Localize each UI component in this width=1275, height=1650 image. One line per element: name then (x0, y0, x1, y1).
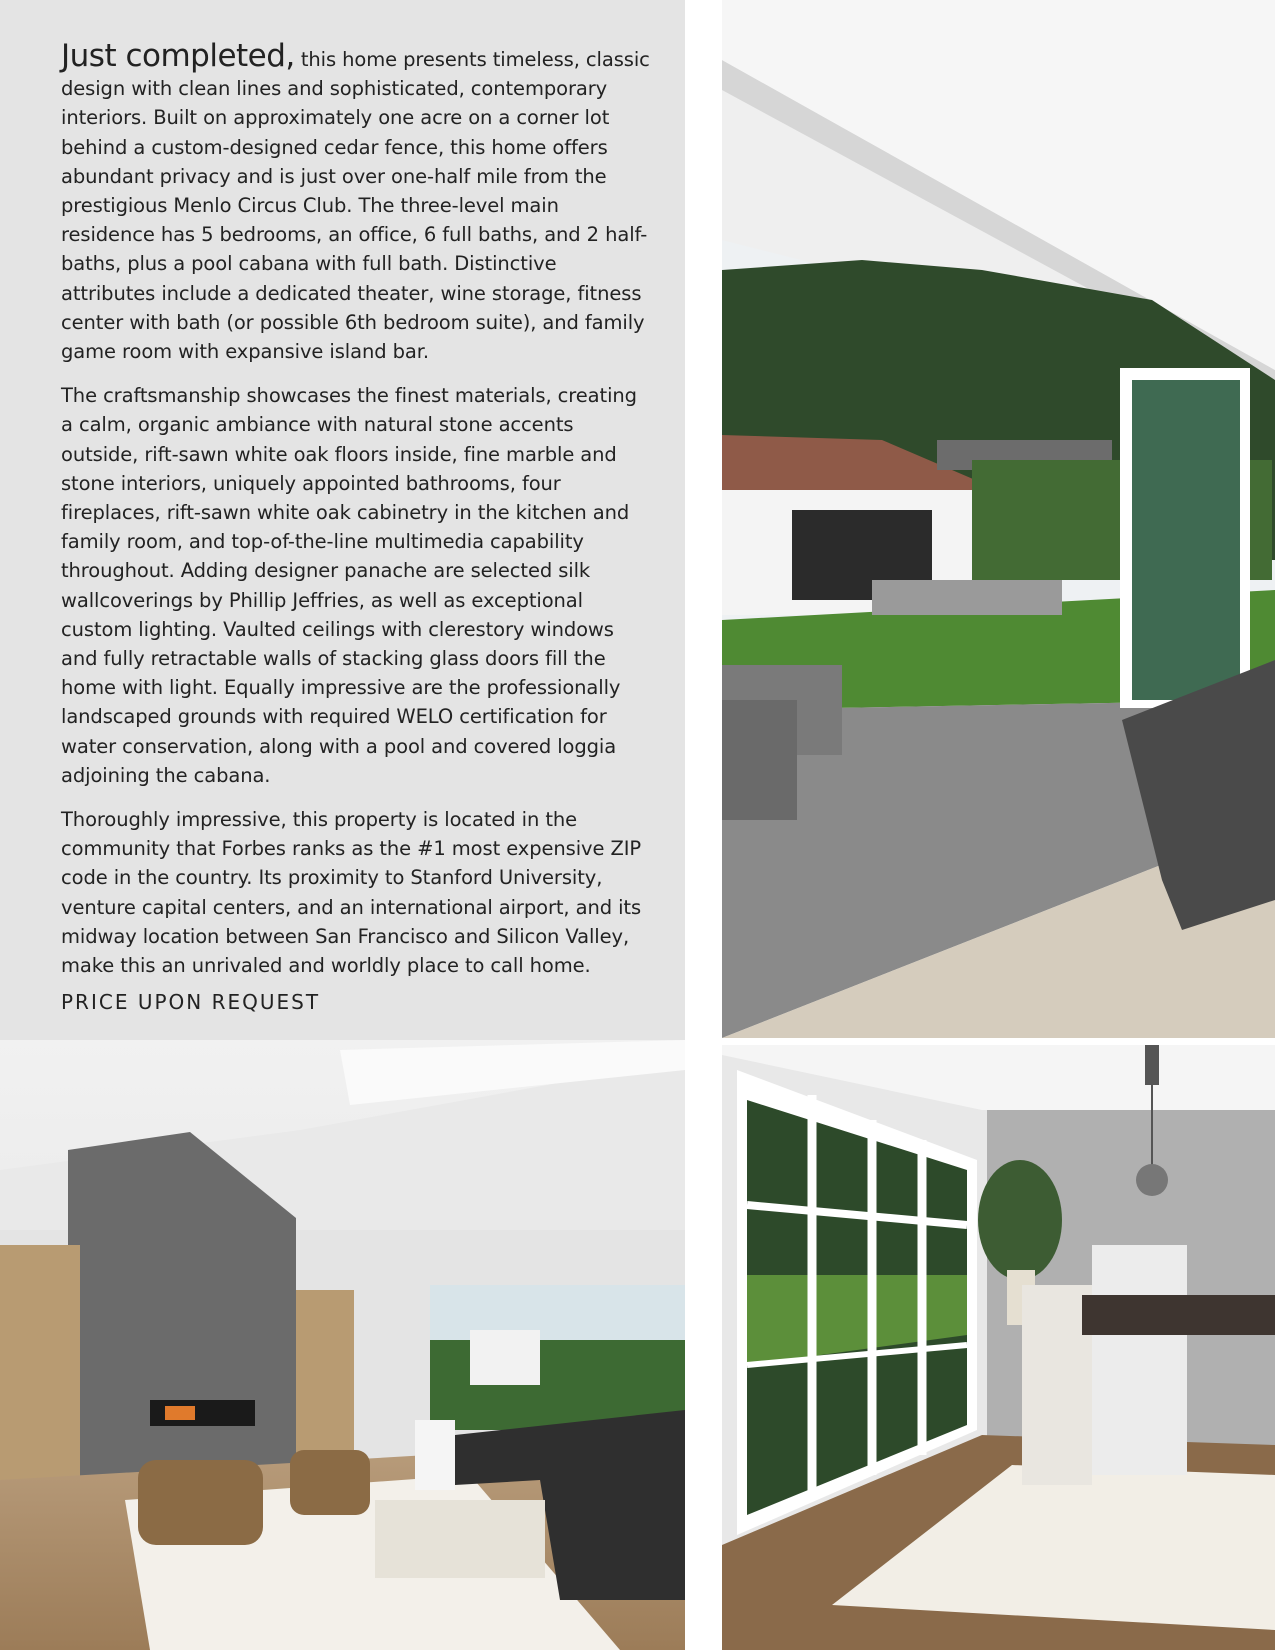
price-label: PRICE UPON REQUEST (61, 990, 321, 1014)
lead-phrase: Just completed, (61, 38, 295, 74)
paragraph-2: The craftsmanship showcases the finest materials, creating a calm, organic ambiance with natural stone accents outside, rift-sawn white oak floors inside, fine marble and stone interiors, uniquely appointed bathrooms, four fireplaces, rift-sawn white oak cabinetry in the kitchen and family room, and top-of-the-line multimedia capability throughout. Adding designer panache are selected silk wallcoverings by Phillip Jeffries, as well as exceptional custom lighting. Vaulted ceilings with clerestory windows and fully retractable walls of stacking glass doors fill the home with light. Equally impressive are the professionally landscaped grounds with required WELO certification for water conservation, along with a pool and covered loggia adjoining the cabana. (61, 384, 637, 787)
paragraph-1-text: this home presents timeless, classic design with clean lines and sophisticated, contemporary interiors. Built on approximately one acre on a corner lot behind a custom-designed cedar fence, this home offers abundant privacy and is just over one-half mile from the prestigious Menlo Circus Club. The three-level main residence has 5 bedrooms, an office, 6 full baths, and 2 half-baths, plus a pool cabana with full bath. Distinctive attributes include a dedicated theater, wine storage, fitness center with bath (or possible 6th bedroom suite), and family game room with expansive island bar. (61, 48, 650, 364)
description (61, 38, 651, 995)
paragraph-1 (61, 38, 651, 366)
dining-room-photo (722, 1045, 1275, 1650)
paragraph-3: Thoroughly impressive, this property is located in the community that Forbes ranks as the #1 most expensive ZIP code in the country. Its proximity to Stanford University, venture capital centers, and an international airport, and its midway location between San Francisco and Silicon Valley, make this an unrivaled and worldly place to call home. (61, 808, 642, 978)
patio-photo (722, 0, 1275, 1038)
living-room-photo (0, 1040, 685, 1650)
